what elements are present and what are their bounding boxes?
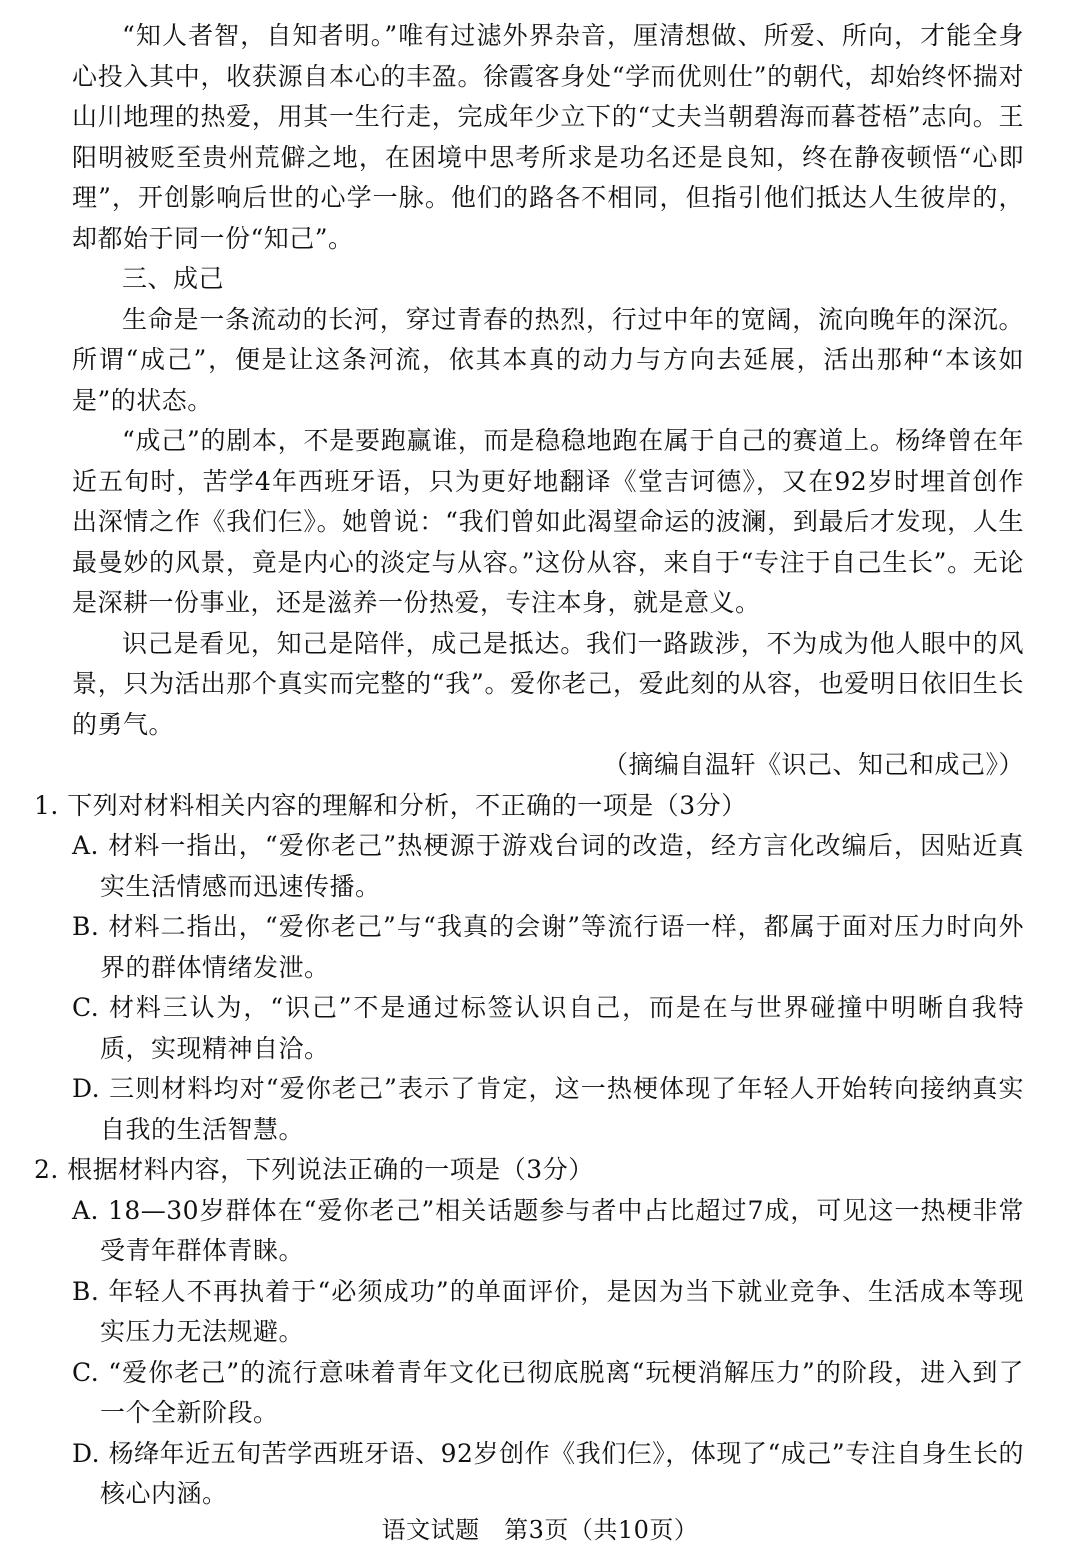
question-2-option-b: B. 年轻人不再执着于“必须成功”的单面评价，是因为当下就业竞争、生活成本等现实压力无法规避。 [72,1276,1024,1346]
passage-paragraph-1: “知人者智，自知者明。”唯有过滤外界杂音，厘清想做、所爱、所向，才能全身心投入其中，收获源自本心的丰盈。徐霞客身处“学而优则仕”的朝代，却始终怀揣对山川地理的热爱，用其一生行走，完成年少立下的“丈夫当朝碧海而暮苍梧”志向。王阳明被贬至贵州荒僻之地，在困境中思考所求是功名还是良知，终在静夜顿悟“心即理”，开创影响后世的心学一脉。他们的路各不相同，但指引他们抵达人生彼岸的，却都始于同一份“知己”。 [72,21,1024,253]
question-1-option-c: C. 材料三认为，“识己”不是通过标签认识自己，而是在与世界碰撞中明晰自我特质，实现精神自洽。 [72,993,1024,1063]
passage-paragraph-2: 生命是一条流动的长河，穿过青春的热烈，行过中年的宽阔，流向晚年的深沉。所谓“成己”，便是让这条河流，依其本真的动力与方向去延展，活出那种“本该如是”的状态。 [72,304,1024,415]
passage-paragraph-4: 识己是看见，知己是陪伴，成己是抵达。我们一路跋涉，不为成为他人眼中的风景，只为活出那个真实而完整的“我”。爱你老己，爱此刻的从容，也爱明日依旧生长的勇气。 [72,628,1024,739]
passage-paragraph-3: “成己”的剧本，不是要跑赢谁，而是稳稳地跑在属于自己的赛道上。杨绛曾在年近五旬时，苦学4年西班牙语，只为更好地翻译《堂吉诃德》，又在92岁时埋首创作出深情之作《我们仨》。她曾说：“我们曾如此渴望命运的波澜，到最后才发现，人生最曼妙的风景，竟是内心的淡定与从容。”这份从容，来自于“专注于自己生长”。无论是深耕一份事业，还是滋养一份热爱，专注本身，就是意义。 [72,426,1024,617]
question-1-option-d: D. 三则材料均对“爱你老己”表示了肯定，这一热梗体现了年轻人开始转向接纳真实自我的生活智慧。 [72,1074,1024,1144]
question-2-option-a: A. 18—30岁群体在“爱你老己”相关话题参与者中占比超过7成，可见这一热梗非常受青年群体青睐。 [72,1195,1024,1265]
question-2 [34,1150,1024,1515]
question-1-option-a: A. 材料一指出，“爱你老己”热梗源于游戏台词的改造，经方言化改编后，因贴近真实生活情感而迅速传播。 [72,831,1024,901]
question-2-option-d: D. 杨绛年近五旬苦学西班牙语、92岁创作《我们仨》，体现了“成己”专注自身生长的核心内涵。 [72,1438,1024,1508]
section-heading-chengji: 三、成己 [122,264,225,293]
question-2-option-c: C. “爱你老己”的流行意味着青年文化已彻底脱离“玩梗消解压力”的阶段，进入到了一个全新阶段。 [72,1357,1024,1427]
page-footer: 语文试题 第3页（共10页） [381,1516,699,1544]
passage-source: （摘编自温轩《识己、知己和成己》） [602,750,1024,779]
question-1-stem: 1. 下列对材料相关内容的理解和分析，不正确的一项是（3分） [34,790,747,820]
question-1-option-b: B. 材料二指出，“爱你老己”与“我真的会谢”等流行语一样，都属于面对压力时向外界的群体情绪发泄。 [72,912,1024,982]
question-2-stem: 2. 根据材料内容，下列说法正确的一项是（3分） [34,1155,594,1184]
question-1 [34,786,1024,1151]
